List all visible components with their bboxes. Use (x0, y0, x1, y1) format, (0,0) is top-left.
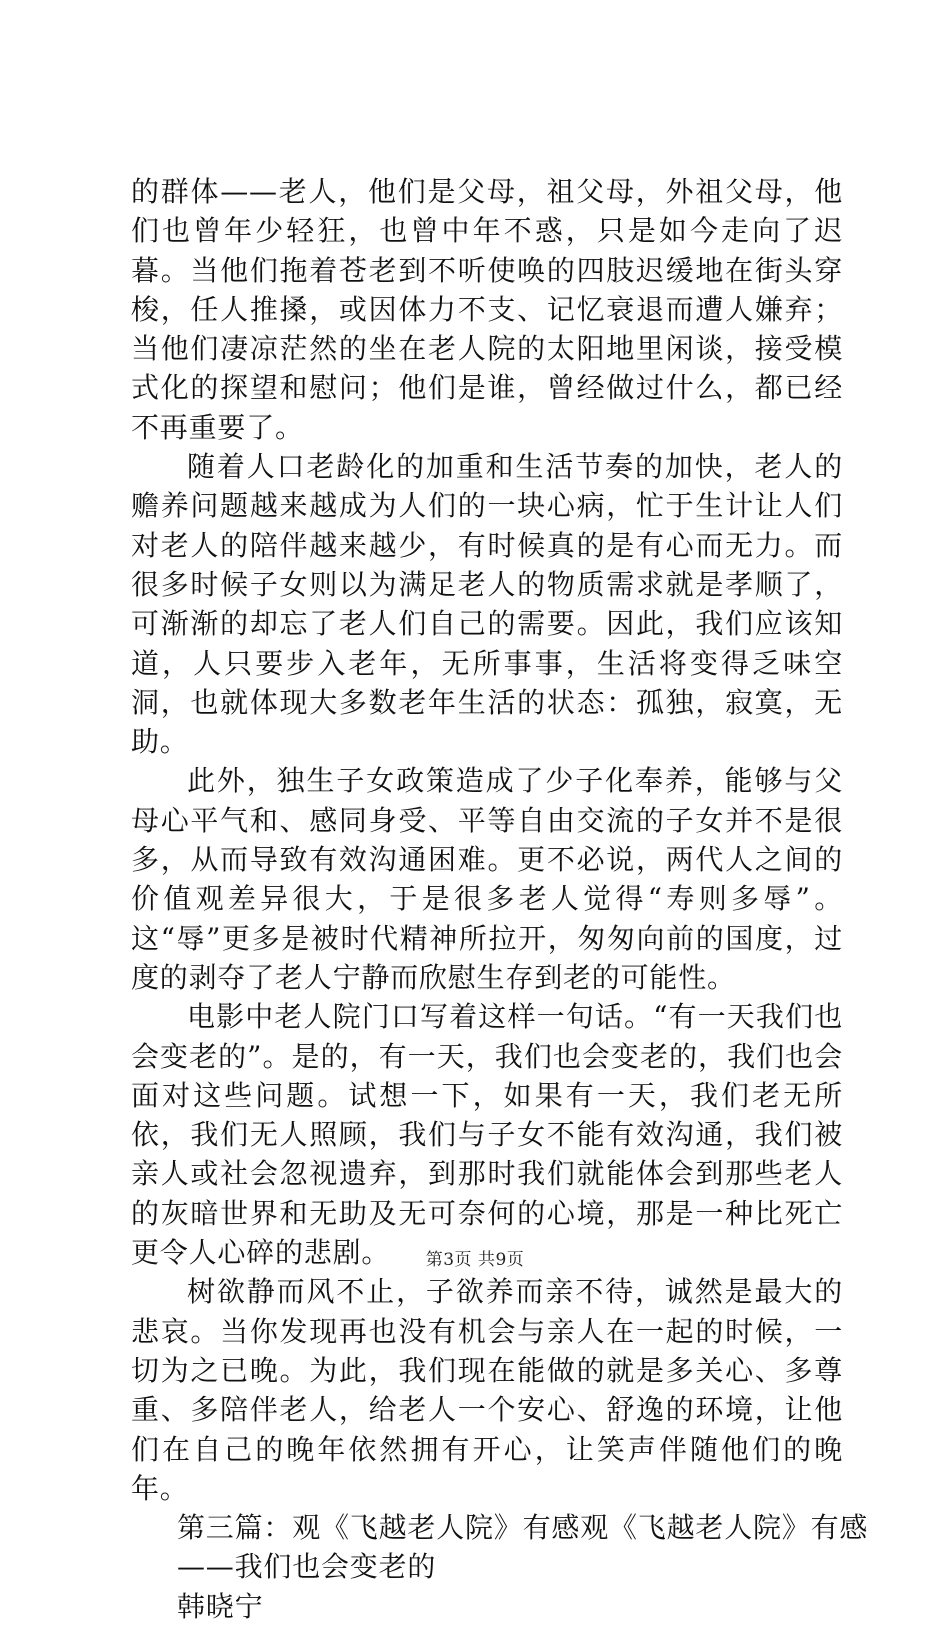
page-number-footer: 第3页 共9页 (425, 1250, 525, 1270)
paragraph-4: 电影中老人院门口写着这样一句话。“有一天我们也会变老的”。是的，有一天，我们也会变老的，我们也会面对这些问题。试想一下，如果有一天，我们老无所依，我们无人照顾，我们与子女不能有效沟通，我们被亲人或社会忽视遗弃，到那时我们就能体会到那些老人的灰暗世界和无助及无可奈何的心境，那是一种比死亡更令人心碎的悲剧。 (131, 1000, 843, 1270)
paragraph-2: 随着人口老龄化的加重和生活节奏的加快，老人的赡养问题越来越成为人们的一块心病，忙于生计让人们对老人的陪伴越来越少，有时候真的是有心而无力。而很多时候子女则以为满足老人的物质需求就是孝顺了，可渐渐的却忘了老人们自己的需要。因此，我们应该知道，人只要步入老年，无所事事，生活将变得乏味空洞，也就体现大多数老年生活的状态：孤独，寂寞，无助。 (131, 450, 843, 759)
paragraph-5: 树欲静而风不止，子欲养而亲不待，诚然是最大的悲哀。当你发现再也没有机会与亲人在一起的时候，一切为之已晚。为此，我们现在能做的就是多关心、多尊重、多陪伴老人，给老人一个安心、舒逸的环境，让他们在自己的晚年依然拥有开心，让笑声伴随他们的晚年。 (131, 1275, 843, 1505)
section-title: 第三篇：观《飞越老人院》有感观《飞越老人院》有感 (177, 1511, 869, 1545)
section-subtitle: ——我们也会变老的 (177, 1550, 437, 1584)
paragraph-3: 此外，独生子女政策造成了少子化奉养，能够与父母心平气和、感同身受、平等自由交流的子女并不是很多，从而导致有效沟通困难。更不必说，两代人之间的价值观差异很大，于是很多老人觉得“寿则多辱”。这“辱”更多是被时代精神所拉开，匆匆向前的国度，过度的剥夺了老人宁静而欣慰生存到老的可能性。 (131, 764, 843, 994)
author-name: 韩晓宁 (177, 1589, 264, 1623)
paragraph-1: 的群体——老人，他们是父母，祖父母，外祖父母，他们也曾年少轻狂，也曾中年不惑，只是如今走向了迟暮。当他们拖着苍老到不听使唤的四肢迟缓地在街头穿梭，任人推搡，或因体力不支、记忆衰退而遭人嫌弃；当他们凄凉茫然的坐在老人院的太阳地里闲谈，接受模式化的探望和慰问；他们是谁，曾经做过什么，都已经不再重要了。 (131, 175, 843, 444)
document-body (131, 172, 869, 1626)
